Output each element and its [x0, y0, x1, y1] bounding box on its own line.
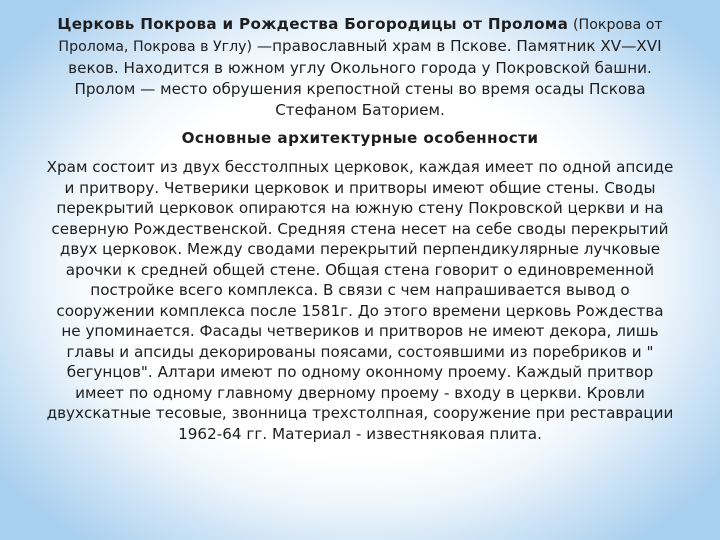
slide-content [40, 14, 680, 444]
intro-text: —православный храм в Пскове. Памятник XV—XVI веков. Находится в южном углу Окольного города у Покровской башни. Пролом — место обрушения крепостной стены во время осады Пскова Стефаном Баторием. [68, 37, 662, 119]
section-body: Храм состоит из двух бесстолпных церковок, каждая имеет по одной апсиде и притвору. Четверики церковок и притворы имеют общие стены. Своды перекрытий церковок опираются на южную стену Покровской церкви и на северную Рождественской. Средняя стена несет на себе своды перекрытий двух церковок. Между сводами перекрытий перпендикулярные лучковые арочки к средней общей стене. Общая стена говорит о единовременной постройке всего комплекса. В связи с чем напрашивается вывод о сооружении комплекса после 1581г. До этого времени церковь Рождества не упоминается. Фасады четвериков и притворов не имеют декора, лишь главы и апсиды декорированы поясами, состоявшими из поребриков и " бегунцов". Алтари имеют по одному оконному проему. Каждый притвор имеет по одному главному дверному проему - входу в церкви. Кровли двухскатные тесовые, звонница трехстолпная, сооружение при реставрации 1962-64 гг. Материал - известняковая плита. [46, 158, 674, 443]
intro-paragraph [40, 14, 680, 121]
church-title: Церковь Покрова и Рождества Богородицы от Пролома [57, 15, 569, 33]
section-heading: Основные архитектурные особенности [181, 129, 539, 147]
alternate-names: (Покрова от Пролома, Покрова в Углу) [58, 17, 663, 55]
